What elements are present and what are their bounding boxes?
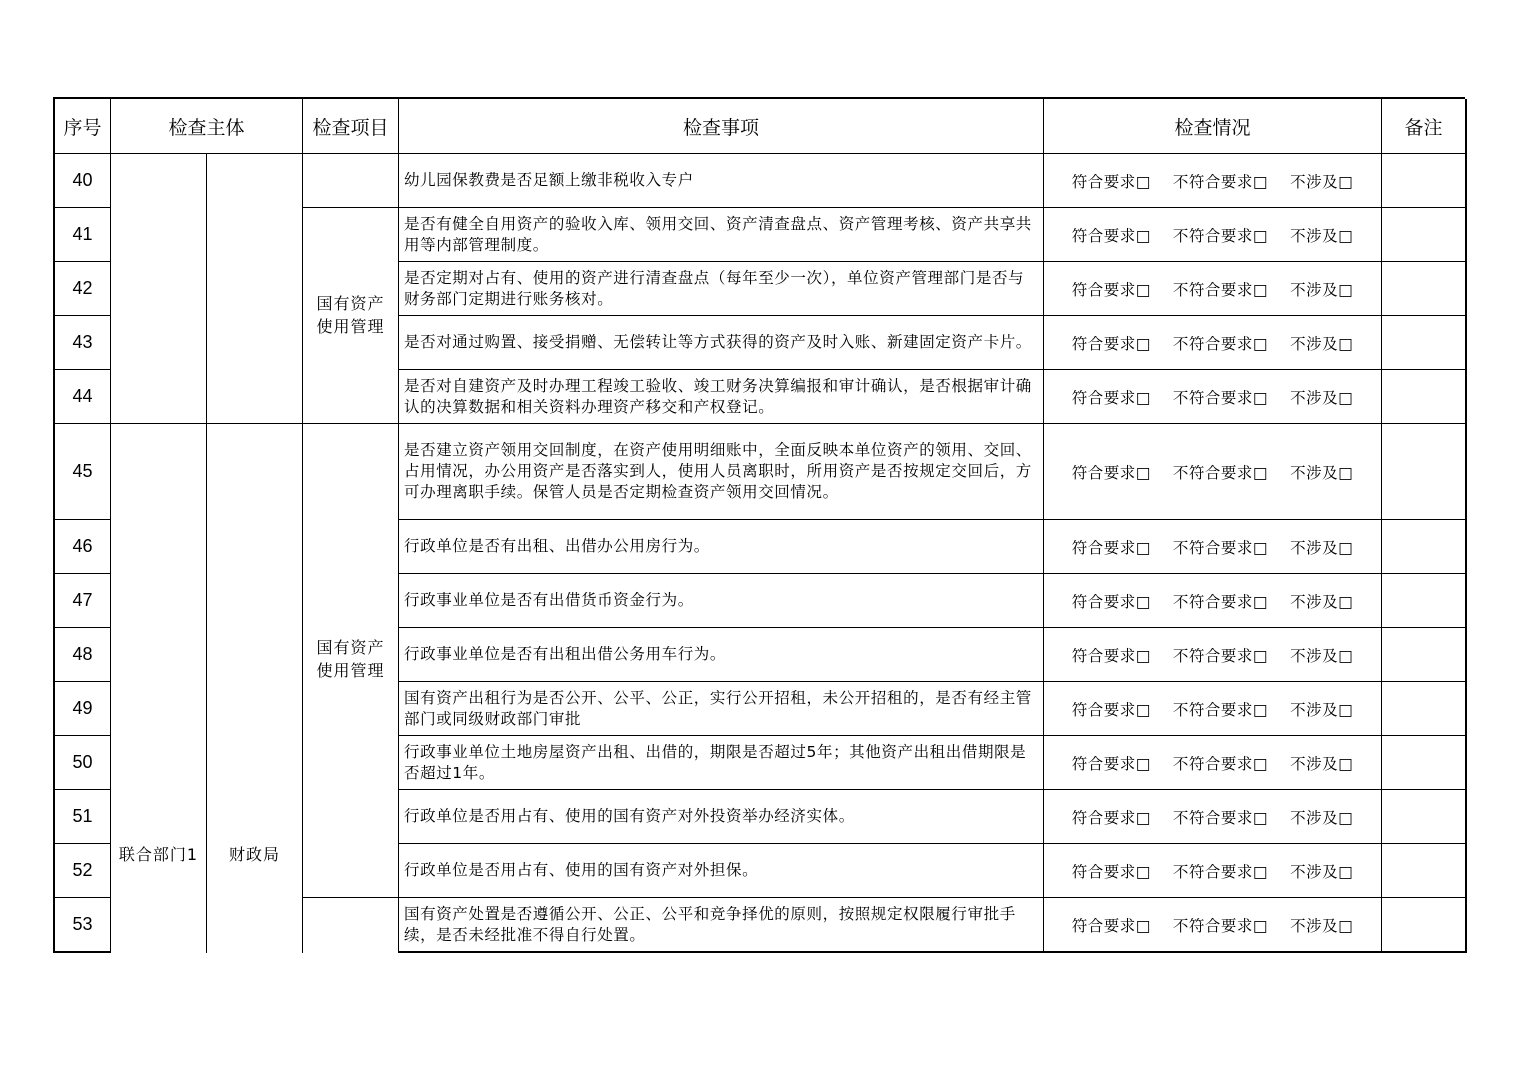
option-not-ok[interactable]: 不符合要求□ [1172, 172, 1269, 191]
option-ok[interactable]: 符合要求□ [1071, 463, 1151, 482]
row-item: 行政单位是否用占有、使用的国有资产对外担保。 [399, 844, 1044, 898]
header-status: 检查情况 [1044, 99, 1382, 154]
option-na[interactable]: 不涉及□ [1290, 916, 1354, 935]
row-status[interactable] [1044, 628, 1382, 682]
row-item: 行政事业单位是否有出租出借公务用车行为。 [399, 628, 1044, 682]
header-subject: 检查主体 [111, 99, 303, 154]
row-remark[interactable] [1382, 424, 1467, 520]
option-ok[interactable]: 符合要求□ [1071, 700, 1151, 719]
project-asset-use-1: 国有资产使用管理 [303, 208, 399, 424]
row-status[interactable] [1044, 154, 1382, 208]
option-na[interactable]: 不涉及□ [1290, 862, 1354, 881]
option-not-ok[interactable]: 不符合要求□ [1172, 538, 1269, 557]
row-item: 国有资产出租行为是否公开、公平、公正，实行公开招租，未公开招租的，是否有经主管部门或同级财政部门审批 [399, 682, 1044, 736]
row-item: 是否有健全自用资产的验收入库、领用交回、资产清查盘点、资产管理考核、资产共享共用等内部管理制度。 [399, 208, 1044, 262]
option-not-ok[interactable]: 不符合要求□ [1172, 280, 1269, 299]
option-ok[interactable]: 符合要求□ [1071, 862, 1151, 881]
row-status[interactable] [1044, 736, 1382, 790]
row-status[interactable] [1044, 682, 1382, 736]
row-status[interactable] [1044, 316, 1382, 370]
option-na[interactable]: 不涉及□ [1290, 172, 1354, 191]
project-cell-40 [303, 154, 399, 208]
row-status[interactable] [1044, 520, 1382, 574]
row-item: 国有资产处置是否遵循公开、公正、公平和竞争择优的原则，按照规定权限履行审批手续，是否未经批准不得自行处置。 [399, 898, 1044, 953]
row-remark[interactable] [1382, 736, 1467, 790]
project-cell-53 [303, 898, 399, 953]
row-item: 行政单位是否用占有、使用的国有资产对外投资举办经济实体。 [399, 790, 1044, 844]
row-number: 45 [55, 424, 111, 520]
option-not-ok[interactable]: 不符合要求□ [1172, 754, 1269, 773]
option-not-ok[interactable]: 不符合要求□ [1172, 916, 1269, 935]
row-number: 52 [55, 844, 111, 898]
option-not-ok[interactable]: 不符合要求□ [1172, 334, 1269, 353]
option-ok[interactable]: 符合要求□ [1071, 754, 1151, 773]
row-remark[interactable] [1382, 844, 1467, 898]
row-item: 是否定期对占有、使用的资产进行清查盘点（每年至少一次），单位资产管理部门是否与财务部门定期进行账务核对。 [399, 262, 1044, 316]
option-na[interactable]: 不涉及□ [1290, 808, 1354, 827]
row-status[interactable] [1044, 844, 1382, 898]
row-remark[interactable] [1382, 790, 1467, 844]
option-na[interactable]: 不涉及□ [1290, 388, 1354, 407]
header-item: 检查事项 [399, 99, 1044, 154]
row-item: 幼儿园保教费是否足额上缴非税收入专户 [399, 154, 1044, 208]
option-ok[interactable]: 符合要求□ [1071, 334, 1151, 353]
row-number: 44 [55, 370, 111, 424]
inspection-table [53, 97, 1465, 953]
option-not-ok[interactable]: 不符合要求□ [1172, 226, 1269, 245]
row-status[interactable] [1044, 424, 1382, 520]
row-remark[interactable] [1382, 574, 1467, 628]
option-not-ok[interactable]: 不符合要求□ [1172, 646, 1269, 665]
row-number: 46 [55, 520, 111, 574]
option-not-ok[interactable]: 不符合要求□ [1172, 592, 1269, 611]
option-not-ok[interactable]: 不符合要求□ [1172, 463, 1269, 482]
row-number: 47 [55, 574, 111, 628]
project-asset-use-2: 国有资产使用管理 [303, 424, 399, 898]
row-status[interactable] [1044, 262, 1382, 316]
option-na[interactable]: 不涉及□ [1290, 280, 1354, 299]
row-remark[interactable] [1382, 682, 1467, 736]
option-na[interactable]: 不涉及□ [1290, 226, 1354, 245]
row-status[interactable] [1044, 208, 1382, 262]
row-number: 49 [55, 682, 111, 736]
option-ok[interactable]: 符合要求□ [1071, 538, 1151, 557]
option-ok[interactable]: 符合要求□ [1071, 592, 1151, 611]
option-ok[interactable]: 符合要求□ [1071, 808, 1151, 827]
row-status[interactable] [1044, 898, 1382, 953]
option-ok[interactable]: 符合要求□ [1071, 226, 1151, 245]
option-not-ok[interactable]: 不符合要求□ [1172, 862, 1269, 881]
option-na[interactable]: 不涉及□ [1290, 334, 1354, 353]
option-ok[interactable]: 符合要求□ [1071, 388, 1151, 407]
row-number: 40 [55, 154, 111, 208]
option-na[interactable]: 不涉及□ [1290, 592, 1354, 611]
option-na[interactable]: 不涉及□ [1290, 646, 1354, 665]
row-number: 51 [55, 790, 111, 844]
row-remark[interactable] [1382, 154, 1467, 208]
row-remark[interactable] [1382, 370, 1467, 424]
option-ok[interactable]: 符合要求□ [1071, 916, 1151, 935]
row-status[interactable] [1044, 790, 1382, 844]
option-na[interactable]: 不涉及□ [1290, 463, 1354, 482]
option-ok[interactable]: 符合要求□ [1071, 172, 1151, 191]
header-project: 检查项目 [303, 99, 399, 154]
row-number: 42 [55, 262, 111, 316]
row-number: 48 [55, 628, 111, 682]
option-not-ok[interactable]: 不符合要求□ [1172, 388, 1269, 407]
header-remark: 备注 [1382, 99, 1467, 154]
option-not-ok[interactable]: 不符合要求□ [1172, 700, 1269, 719]
row-remark[interactable] [1382, 520, 1467, 574]
row-item: 是否对通过购置、接受捐赠、无偿转让等方式获得的资产及时入账、新建固定资产卡片。 [399, 316, 1044, 370]
option-not-ok[interactable]: 不符合要求□ [1172, 808, 1269, 827]
option-na[interactable]: 不涉及□ [1290, 538, 1354, 557]
row-item: 行政单位是否有出租、出借办公用房行为。 [399, 520, 1044, 574]
row-number: 50 [55, 736, 111, 790]
option-na[interactable]: 不涉及□ [1290, 700, 1354, 719]
row-item: 是否建立资产领用交回制度，在资产使用明细账中，全面反映本单位资产的领用、交回、占用情况，办公用资产是否落实到人，使用人员离职时，所用资产是否按规定交回后，方可办理离职手续。保管人员是否定期检查资产领用交回情况。 [399, 424, 1044, 520]
row-number: 43 [55, 316, 111, 370]
subject-cell-upper [111, 154, 207, 424]
finance-bureau-label: 财政局 [207, 424, 303, 953]
dept-cell-upper [207, 154, 303, 424]
row-remark[interactable] [1382, 628, 1467, 682]
option-ok[interactable]: 符合要求□ [1071, 646, 1151, 665]
option-na[interactable]: 不涉及□ [1290, 754, 1354, 773]
row-item: 是否对自建资产及时办理工程竣工验收、竣工财务决算编报和审计确认，是否根据审计确认的决算数据和相关资料办理资产移交和产权登记。 [399, 370, 1044, 424]
row-item: 行政事业单位是否有出借货币资金行为。 [399, 574, 1044, 628]
row-item: 行政事业单位土地房屋资产出租、出借的，期限是否超过5年；其他资产出租出借期限是否超过1年。 [399, 736, 1044, 790]
row-remark[interactable] [1382, 898, 1467, 953]
row-remark[interactable] [1382, 208, 1467, 262]
header-seq: 序号 [55, 99, 111, 154]
row-status[interactable] [1044, 574, 1382, 628]
option-ok[interactable]: 符合要求□ [1071, 280, 1151, 299]
row-remark[interactable] [1382, 262, 1467, 316]
row-number: 41 [55, 208, 111, 262]
row-remark[interactable] [1382, 316, 1467, 370]
row-status[interactable] [1044, 370, 1382, 424]
row-number: 53 [55, 898, 111, 953]
joint-department-label: 联合部门1 [111, 424, 207, 953]
